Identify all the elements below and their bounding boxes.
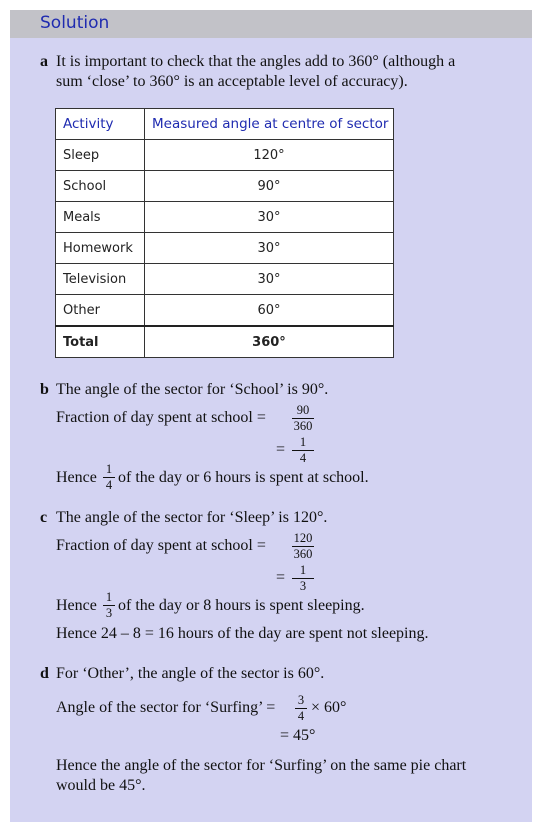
angles-table bbox=[55, 108, 394, 358]
activity-cell: Television bbox=[56, 264, 145, 295]
part-b-fraction-1 bbox=[290, 404, 316, 433]
angle-cell: 90° bbox=[145, 171, 394, 202]
fraction-denominator: 4 bbox=[105, 478, 113, 492]
part-d-line1: For ‘Other’, the angle of the sector is 60°. bbox=[56, 665, 325, 682]
fraction-numerator: 1 bbox=[299, 563, 307, 577]
part-b-hence-pre: Hence bbox=[56, 469, 97, 486]
table-row bbox=[56, 295, 394, 327]
part-d-conclusion-2: would be 45°. bbox=[56, 777, 146, 794]
table-row bbox=[56, 171, 394, 202]
part-c-letter: c bbox=[40, 509, 48, 526]
part-c-fraction-1 bbox=[290, 532, 316, 561]
table-header-activity: Activity bbox=[56, 109, 145, 140]
part-c-hence-pre: Hence bbox=[56, 597, 97, 614]
part-d-angle-label: Angle of the sector for ‘Surfing’ = bbox=[56, 699, 276, 716]
fraction-numerator: 1 bbox=[105, 590, 113, 604]
fraction-denominator: 4 bbox=[299, 451, 307, 465]
part-b-fraction-label: Fraction of day spent at school = bbox=[56, 409, 266, 426]
part-c-line-last: Hence 24 – 8 = 16 hours of the day are spent not sleeping. bbox=[56, 625, 429, 642]
total-value-cell: 360° bbox=[145, 326, 394, 358]
fraction-numerator: 90 bbox=[296, 403, 310, 417]
part-c-hence-fraction bbox=[102, 591, 116, 620]
part-b-letter: b bbox=[40, 381, 49, 398]
part-c-fraction-label: Fraction of day spent at school = bbox=[56, 537, 266, 554]
part-d-letter: d bbox=[40, 665, 49, 682]
table-total-row bbox=[56, 326, 394, 358]
fraction-denominator: 360 bbox=[293, 419, 313, 433]
activity-cell: Other bbox=[56, 295, 145, 327]
part-b-fraction-2 bbox=[290, 436, 316, 465]
fraction-numerator: 120 bbox=[293, 531, 313, 545]
fraction-numerator: 3 bbox=[297, 693, 305, 707]
total-label-cell: Total bbox=[56, 326, 145, 358]
solution-title: Solution bbox=[40, 13, 110, 33]
angle-cell: 30° bbox=[145, 202, 394, 233]
part-c-hence-post: of the day or 8 hours is spent sleeping. bbox=[118, 597, 365, 614]
activity-cell: Meals bbox=[56, 202, 145, 233]
table-row bbox=[56, 202, 394, 233]
part-b-hence-fraction bbox=[102, 463, 116, 492]
table-row bbox=[56, 140, 394, 171]
fraction-denominator: 3 bbox=[299, 579, 307, 593]
angle-cell: 60° bbox=[145, 295, 394, 327]
solution-header bbox=[10, 10, 532, 38]
activity-cell: Homework bbox=[56, 233, 145, 264]
part-c-fraction-2 bbox=[290, 564, 316, 593]
angle-cell: 30° bbox=[145, 264, 394, 295]
solution-panel bbox=[10, 10, 532, 822]
activity-cell: Sleep bbox=[56, 140, 145, 171]
angle-cell: 30° bbox=[145, 233, 394, 264]
part-c-line1: The angle of the sector for ‘Sleep’ is 120°. bbox=[56, 509, 328, 526]
part-c-equals: = bbox=[276, 569, 286, 586]
part-a-letter: a bbox=[40, 53, 48, 70]
part-d-conclusion-1: Hence the angle of the sector for ‘Surfing’ on the same pie chart bbox=[56, 757, 467, 774]
table-header-angle: Measured angle at centre of sector bbox=[145, 109, 394, 140]
activity-cell: School bbox=[56, 171, 145, 202]
fraction-denominator: 4 bbox=[297, 709, 305, 723]
fraction-numerator: 1 bbox=[105, 462, 113, 476]
table-row bbox=[56, 233, 394, 264]
part-d-times: × 60° bbox=[311, 699, 347, 716]
part-d-result: = 45° bbox=[280, 727, 316, 744]
fraction-denominator: 360 bbox=[293, 547, 313, 561]
part-a-line1: It is important to check that the angles add to 360° (although a bbox=[56, 53, 456, 70]
angle-cell: 120° bbox=[145, 140, 394, 171]
table-header-row bbox=[56, 109, 394, 140]
table-row bbox=[56, 264, 394, 295]
part-a-line2: sum ‘close’ to 360° is an acceptable level of accuracy). bbox=[56, 73, 408, 90]
part-b-line1: The angle of the sector for ‘School’ is 90°. bbox=[56, 381, 329, 398]
part-b-hence-post: of the day or 6 hours is spent at school. bbox=[118, 469, 369, 486]
fraction-denominator: 3 bbox=[105, 606, 113, 620]
part-d-fraction bbox=[294, 694, 308, 723]
fraction-numerator: 1 bbox=[299, 435, 307, 449]
part-b-equals: = bbox=[276, 441, 286, 458]
